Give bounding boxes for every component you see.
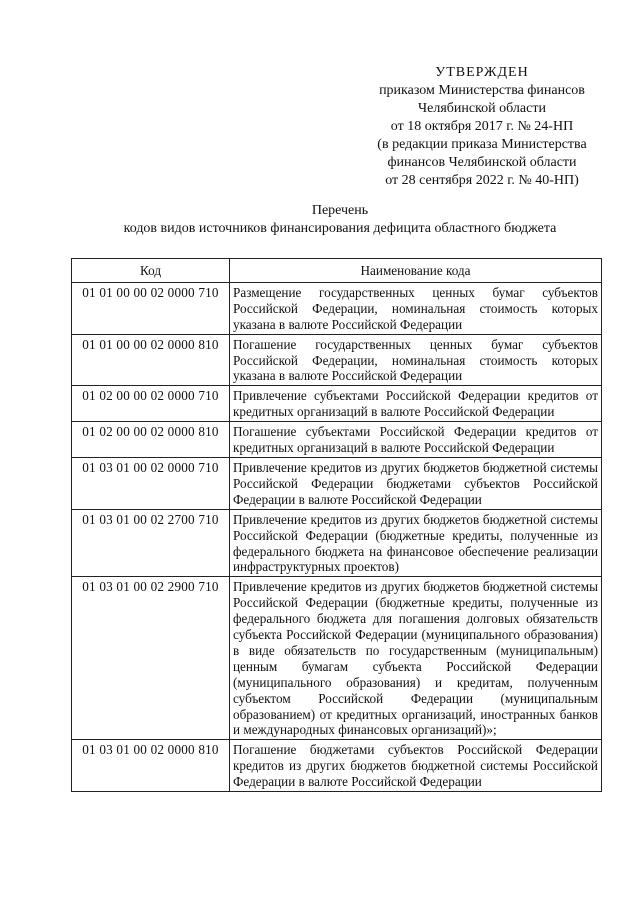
table-row xyxy=(72,740,602,792)
name-cell: Привлечение кредитов из других бюджетов бюджетной системы Российской Федерации (бюджетные кредиты, полученные из федерального бюджета на финансовое обеспечение реализации инфраструктурных проектов) xyxy=(230,509,602,577)
code-cell: 01 02 00 00 02 0000 710 xyxy=(72,386,230,422)
code-cell: 01 01 00 00 02 0000 710 xyxy=(72,282,230,334)
title-subheading: кодов видов источников финансирования дефицита областного бюджета xyxy=(123,221,557,236)
code-cell: 01 01 00 00 02 0000 810 xyxy=(72,334,230,386)
name-cell: Погашение государственных ценных бумаг субъектов Российской Федерации, номинальная стоимость которых указана в валюте Российской Федерации xyxy=(230,334,602,386)
table-row xyxy=(72,334,602,386)
approval-order-line: приказом Министерства финансов xyxy=(379,83,585,98)
approval-heading: УТВЕРЖДЕН xyxy=(435,65,529,80)
code-cell: 01 03 01 00 02 2700 710 xyxy=(72,509,230,577)
table-row xyxy=(72,577,602,740)
approval-revision-line: (в редакции приказа Министерства xyxy=(377,137,587,152)
table-row xyxy=(72,509,602,577)
codes-table xyxy=(71,258,602,792)
header-name: Наименование кода xyxy=(230,259,602,283)
table-row xyxy=(72,457,602,509)
code-cell: 01 03 01 00 02 2900 710 xyxy=(72,577,230,740)
name-cell: Размещение государственных ценных бумаг субъектов Российской Федерации, номинальная стоимость которых указана в валюте Российской Федерации xyxy=(230,282,602,334)
name-cell: Погашение бюджетами субъектов Российской Федерации кредитов из других бюджетов бюджетной системы Российской Федерации в валюте Российской Федерации xyxy=(230,740,602,792)
header-code: Код xyxy=(72,259,230,283)
approval-date-line: от 18 октября 2017 г. № 24-НП xyxy=(390,119,574,134)
table-row xyxy=(72,282,602,334)
name-cell: Привлечение субъектами Российской Федерации кредитов от кредитных организаций в валюте Российской Федерации xyxy=(230,386,602,422)
code-cell: 01 03 01 00 02 0000 710 xyxy=(72,457,230,509)
code-cell: 01 02 00 00 02 0000 810 xyxy=(72,422,230,458)
table-header-row xyxy=(72,259,602,283)
document-title xyxy=(60,202,620,238)
title-heading: Перечень xyxy=(311,203,369,218)
table-row xyxy=(72,422,602,458)
approval-revision-date-line: от 28 сентября 2022 г. № 40-НП) xyxy=(385,173,579,188)
approval-revision-ministry-line: финансов Челябинской области xyxy=(387,155,577,170)
approval-stamp xyxy=(352,64,612,190)
approval-region-line: Челябинской области xyxy=(418,101,546,116)
name-cell: Погашение субъектами Российской Федерации кредитов от кредитных организаций в валюте Российской Федерации xyxy=(230,422,602,458)
code-cell: 01 03 01 00 02 0000 810 xyxy=(72,740,230,792)
name-cell: Привлечение кредитов из других бюджетов бюджетной системы Российской Федерации бюджетами субъектов Российской Федерации в валюте Российской Федерации xyxy=(230,457,602,509)
table-row xyxy=(72,386,602,422)
name-cell: Привлечение кредитов из других бюджетов бюджетной системы Российской Федерации (бюджетные кредиты, полученные из федерального бюджета для погашения долговых обязательств субъекта Российской Федерации (муниципального образования) в виде обязательств по государственным (муниципальным) ценным бумагам субъекта Российской Федерации (муниципального образования) и кредитам, полученным субъектом Российской Федерации (муниципальным образованием) от кредитных организаций, иностранных банков и международных финансовых организаций)»; xyxy=(230,577,602,740)
